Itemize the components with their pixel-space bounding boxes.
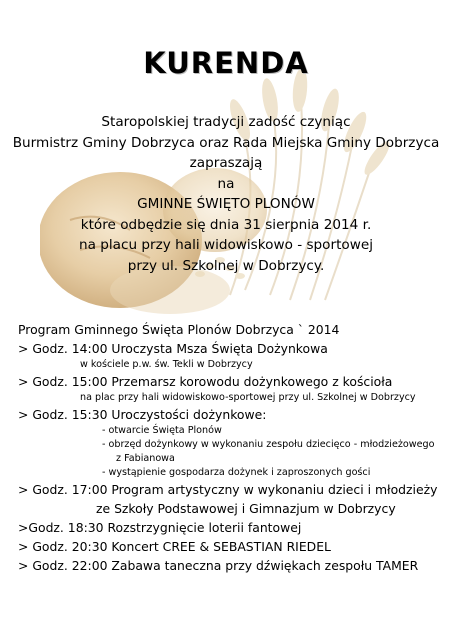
program-item: > Godz. 20:30 Koncert CREE & SEBASTIAN RIEDEL [18,539,331,554]
program-heading: Program Gminnego Święta Plonów Dobrzyca ` 2014 [18,322,340,337]
program-item: >Godz. 18:30 Rozstrzygnięcie loterii fantowej [18,520,302,535]
poster-title: KURENDA [143,46,309,80]
intro-line: na placu przy hali widowiskowo - sportowej [79,237,373,253]
intro-line: które odbędzie się dnia 31 sierpnia 2014 r. [80,216,372,233]
program-item-detail: - obrzęd dożynkowy w wykonaniu zespołu dziecięco - młodzieżowego [102,439,435,450]
intro-line: Burmistrz Gminy Dobrzyca oraz Rada Miejska Gminy Dobrzyca [12,134,440,151]
program-item: > Godz. 17:00 Program artystyczny w wykonaniu dzieci i młodzieży [18,482,438,497]
program-item: > Godz. 22:00 Zabawa taneczna przy dźwiękach zespołu TAMER [18,558,419,573]
program-item-detail: ze Szkoły Podstawowej i Gimnazjum w Dobrzycy [96,501,396,516]
program-item-detail: w kościele p.w. św. Tekli w Dobrzycy [80,359,253,370]
intro-line: na [217,175,235,192]
program-item: > Godz. 15:30 Uroczystości dożynkowe: [18,407,267,422]
program-item-detail: - otwarcie Święta Plonów [102,425,222,436]
program-item: > Godz. 14:00 Uroczysta Msza Święta Dożynkowa [18,341,328,356]
program-section [18,320,443,575]
program-item-detail: na plac przy hali widowiskowo-sportowej przy ul. Szkolnej w Dobrzycy [80,392,416,403]
intro-line: zapraszają [189,155,263,171]
program-item: > Godz. 15:00 Przemarsz korowodu dożynkowego z kościoła [18,374,393,389]
program-item-detail: - wystąpienie gospodarza dożynek i zaproszonych gości [102,467,371,478]
intro-line: przy ul. Szkolnej w Dobrzycy. [127,257,325,274]
intro-line: Staropolskiej tradycji zadość czyniąc [101,114,351,130]
program-item-detail: z Fabianowa [116,453,175,464]
invitation-text [0,112,452,276]
event-name: GMINNE ŚWIĘTO PLONÓW [137,196,315,212]
